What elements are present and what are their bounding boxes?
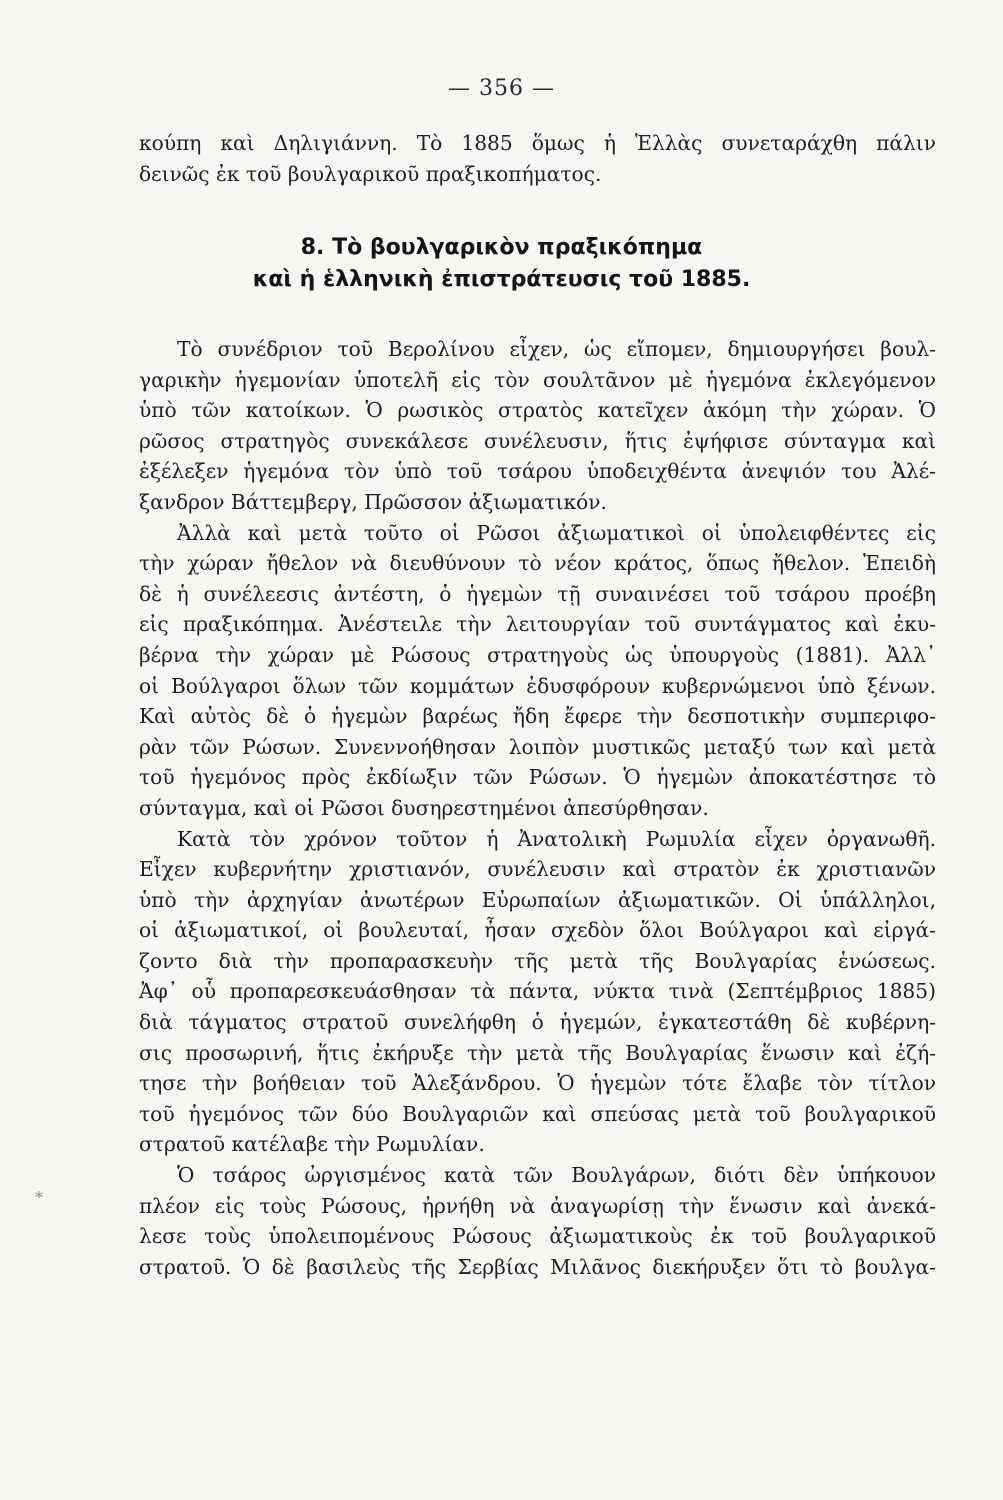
intro-text (139, 128, 936, 189)
paragraph-1 (139, 334, 936, 518)
section-heading (0, 232, 1003, 296)
paragraph-4 (139, 1160, 936, 1282)
text-line: ὑπὸ τῶν κατοίκων. Ὁ ρωσικὸς στρατὸς κατεῖχεν ἀκόμη τὴν χώραν. Ὁ (139, 398, 936, 423)
text-line: κούπη καὶ Δηλιγιάννη. Τὸ 1885 ὅμως ἡ Ἑλλὰς συνεταράχθη πάλιν (139, 131, 936, 155)
text-line: οἱ ἀξιωματικοί, οἱ βουλευταί, ἦσαν σχεδὸν ὅλοι Βούλγαροι καὶ εἰργά- (139, 918, 936, 943)
text-line: δεινῶς ἐκ τοῦ βουλγαρικοῦ πραξικοπήματος. (139, 161, 602, 186)
text-line: γαρικὴν ἡγεμονίαν ὑποτελῆ εἰς τὸν σουλτᾶνον μὲ ἡγεμόνα ἐκλεγόμενον (139, 367, 936, 392)
text-line: Κατὰ τὸν χρόνον τοῦτον ἡ Ἀνατολικὴ Ρωμυλία εἶχεν ὀργανωθῆ. (177, 826, 936, 851)
page-number: — 356 — (448, 76, 555, 101)
section-heading-line-1: 8. Τὸ βουλγαρικὸν πραξικόπημα (300, 235, 703, 260)
text-line: τησε τὴν βοήθειαν τοῦ Ἀλεξάνδρου. Ὁ ἡγεμὼν τότε ἔλαβε τὸν τίτλον (139, 1071, 936, 1096)
text-line: τοῦ ἡγεμόνος πρὸς ἐκδίωξιν τῶν Ρώσων. Ὁ ἡγεμὼν ἀποκατέστησε τὸ (139, 765, 936, 790)
text-line: ζοντο διὰ τὴν προπαρασκευὴν τῆς μετὰ τῆς Βουλγαρίας ἑνώσεως. (139, 948, 936, 973)
text-line: οἱ Βούλγαροι ὅλων τῶν κομμάτων ἐδυσφόρουν κυβερνώμενοι ὑπὸ ξένων. (139, 673, 936, 698)
text-line: ὑπὸ τὴν ἀρχηγίαν ἀνωτέρων Εὐρωπαίων ἀξιωματικῶν. Οἱ ὑπάλληλοι, (139, 887, 936, 912)
text-line: στρατοῦ κατέλαβε τὴν Ρωμυλίαν. (139, 1132, 485, 1157)
text-line: Ἀλλὰ καὶ μετὰ τοῦτο οἱ Ρῶσοι ἀξιωματικοὶ οἱ ὑπολειφθέντες εἰς (177, 520, 936, 545)
paragraph-3 (139, 824, 936, 1161)
text-line: διὰ τάγματος στρατοῦ συνελήφθη ὁ ἡγεμών, ἐγκατεστάθη δὲ κυβέρνη- (139, 1010, 936, 1035)
text-line: ρῶσος στρατηγὸς συνεκάλεσε συνέλευσιν, ἥτις ἐψήφισε σύνταγμα καὶ (139, 428, 936, 453)
text-line: ρὰν τῶν Ρώσων. Συνεννοήθησαν λοιπὸν μυστικῶς μεταξύ των καὶ μετὰ (139, 734, 936, 759)
text-line: στρατοῦ. Ὁ δὲ βασιλεὺς τῆς Σερβίας Μιλᾶνος διεκήρυξεν ὅτι τὸ βουλγα- (139, 1254, 936, 1279)
paragraph-2 (139, 518, 936, 824)
text-line: Ἀφ᾽ οὗ προπαρεσκευάσθησαν τὰ πάντα, νύκτα τινὰ (Σεπτέμβριος 1885) (139, 979, 936, 1004)
body-text (139, 334, 936, 1282)
text-line: λεσε τοὺς ὑπολειπομένους Ρώσους ἀξιωματικοὺς ἐκ τοῦ βουλγαρικοῦ (139, 1224, 936, 1249)
section-heading-line-2: καὶ ἡ ἑλληνικὴ ἐπιστράτευσις τοῦ 1885. (252, 267, 751, 292)
text-line: εἰς πραξικόπημα. Ἀνέστειλε τὴν λειτουργίαν τοῦ συντάγματος καὶ ἐκυ- (139, 612, 936, 637)
text-line: τοῦ ἡγεμόνος τῶν δύο Βουλγαριῶν καὶ σπεύσας μετὰ τοῦ βουλγαρικοῦ (139, 1101, 936, 1126)
text-line: πλέον εἰς τοὺς Ρώσους, ἠρνήθη νὰ ἀναγωρίσῃ τὴν ἕνωσιν καὶ ἀνεκά- (139, 1193, 936, 1218)
margin-mark: * (35, 1188, 43, 1207)
text-line: σις προσωρινή, ἥτις ἐκήρυξε τὴν μετὰ τῆς Βουλγαρίας ἕνωσιν καὶ ἐζή- (139, 1040, 936, 1065)
text-line: Καὶ αὐτὸς δὲ ὁ ἡγεμὼν βαρέως ἤδη ἔφερε τὴν δεσποτικὴν συμπεριφο- (139, 704, 936, 729)
text-line: τὴν χώραν ἤθελον νὰ διευθύνουν τὸ νέον κράτος, ὅπως ἤθελον. Ἐπειδὴ (139, 551, 936, 576)
text-line: σύνταγμα, καὶ οἱ Ρῶσοι δυσηρεστημένοι ἀπεσύρθησαν. (139, 795, 709, 820)
text-line: ξανδρον Βάττεμβεργ, Πρῶσσον ἀξιωματικόν. (139, 489, 607, 514)
text-line: Εἶχεν κυβερνήτην χριστιανόν, συνέλευσιν καὶ στρατὸν ἐκ χριστιανῶν (139, 857, 936, 882)
text-line: βέρνα τὴν χώραν μὲ Ρώσους στρατηγοὺς ὡς ὑπουργοὺς (1881). Ἀλλ᾽ (139, 642, 936, 667)
text-line: Τὸ συνέδριον τοῦ Βερολίνου εἶχεν, ὡς εἴπομεν, δημιουργήσει βουλ- (177, 337, 936, 361)
text-line: δὲ ἡ συνέλεεσις ἀντέστη, ὁ ἡγεμὼν τῇ συναινέσει τοῦ τσάρου προέβη (139, 581, 936, 606)
text-line: ἐξέλεξεν ἡγεμόνα τὸν ὑπὸ τοῦ τσάρου ὑποδειχθέντα ἀνεψιόν του Ἀλέ- (139, 459, 936, 484)
text-line: Ὁ τσάρος ὠργισμένος κατὰ τῶν Βουλγάρων, διότι δὲν ὑπήκουον (177, 1163, 936, 1188)
